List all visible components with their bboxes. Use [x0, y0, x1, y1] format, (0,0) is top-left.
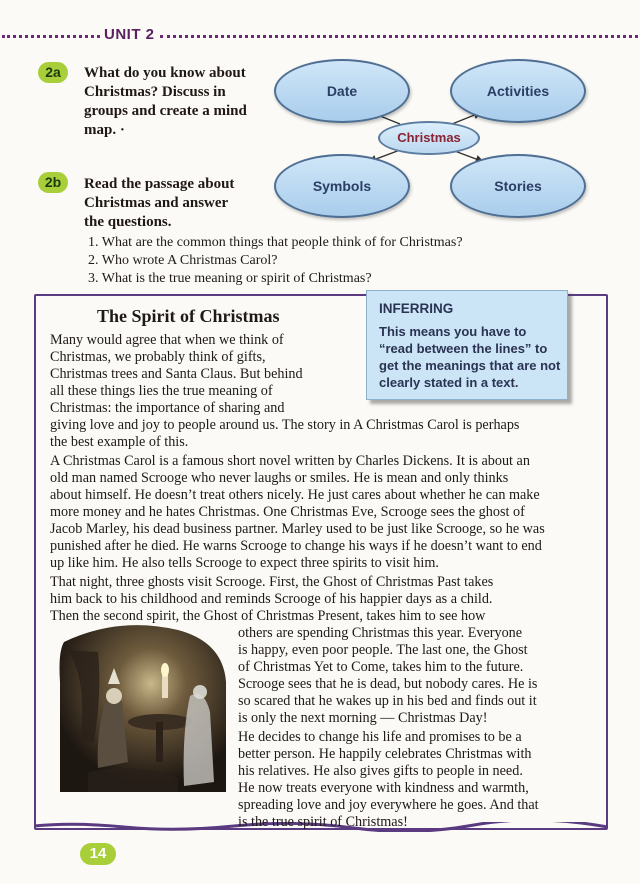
- task-2b-line: Christmas and answer: [84, 195, 229, 211]
- scrooge-and-ghost-illustration: [58, 622, 228, 794]
- passage-line: Christmas, we probably think of gifts,: [50, 349, 266, 365]
- passage-line: him back to his childhood and reminds Scrooge of his happier days as a child.: [50, 591, 493, 607]
- question-list: [88, 234, 463, 288]
- passage-line: spreading love and joy everywhere he goes. And that: [238, 797, 539, 813]
- passage-title: The Spirit of Christmas: [97, 306, 280, 326]
- task-2a-line: Christmas? Discuss in: [84, 84, 226, 100]
- passage-line: is the true spirit of Christmas!: [238, 814, 408, 830]
- passage-line: Christmas trees and Santa Claus. But behind: [50, 366, 303, 382]
- mind-map-node-symbols: Symbols: [274, 154, 410, 218]
- passage-line: Then the second spirit, the Ghost of Christmas Present, takes him to see how: [50, 608, 486, 624]
- passage-line: giving love and joy to people around us. The story in A Christmas Carol is perhaps: [50, 417, 520, 433]
- passage-line: up like him. He also tells Scrooge to expect three spirits to visit him.: [50, 555, 439, 571]
- passage-line: old man named Scrooge who never laughs or smiles. He is mean and only thinks: [50, 470, 509, 486]
- passage-line: That night, three ghosts visit Scrooge. First, the Ghost of Christmas Past takes: [50, 574, 494, 590]
- question-item: 1. What are the common things that people think of for Christmas?: [88, 235, 463, 250]
- task-2b-badge: 2b: [38, 172, 68, 193]
- passage-line: of Christmas Yet to Come, takes him to the future.: [238, 659, 524, 675]
- inferring-body: This means you have to “read between the lines” to get the meanings that are not clearly stated in a text.: [379, 324, 561, 390]
- passage-line: so scared that he wakes up in his bed and finds out it: [238, 693, 537, 709]
- question-item: 3. What is the true meaning or spirit of Christmas?: [88, 271, 372, 286]
- inferring-tip-box: [366, 290, 568, 400]
- passage-line: about himself. He doesn’t treat others nicely. He just cares about whether he can make: [50, 487, 540, 503]
- mind-map-center: Christmas: [378, 121, 480, 155]
- task-2a-line: What do you know about: [84, 65, 246, 81]
- task-2b-line: Read the passage about: [84, 176, 235, 192]
- passage-line: better person. He happily celebrates Christmas with: [238, 746, 532, 762]
- passage-line: more money and he hates Christmas. One Christmas Eve, Scrooge sees the ghost of: [50, 504, 525, 520]
- page-number: 14: [80, 843, 116, 865]
- passage-line: He now treats everyone with kindness and warmth,: [238, 780, 529, 796]
- passage-line: Jacob Marley, his dead business partner. Marley used to be just like Scrooge, so he was: [50, 521, 545, 537]
- mind-map-node-activities: Activities: [450, 59, 586, 123]
- passage-line: Scrooge sees that he is dead, but nobody cares. He is: [238, 676, 538, 692]
- mind-map-node-stories: Stories: [450, 154, 586, 218]
- mind-map-node-date: Date: [274, 59, 410, 123]
- passage-line: A Christmas Carol is a famous short novel written by Charles Dickens. It is about an: [50, 453, 530, 469]
- unit-label: UNIT 2: [104, 26, 155, 43]
- passage-line: the best example of this.: [50, 434, 189, 450]
- task-2a-line: groups and create a mind: [84, 103, 247, 119]
- passage-line: is only the next morning — Christmas Day!: [238, 710, 488, 726]
- passage-line: is happy, even poor people. The last one, the Ghost: [238, 642, 528, 658]
- passage-line: punished after he died. He warns Scrooge to change his ways if he doesn’t want to end: [50, 538, 542, 554]
- passage-line: others are spending Christmas this year. Everyone: [238, 625, 523, 641]
- task-2a-line: map. ·: [84, 122, 125, 138]
- passage-line: all these things lies the true meaning of: [50, 383, 273, 399]
- inferring-title: INFERRING: [379, 301, 454, 316]
- passage-line: He decides to change his life and promises to be a: [238, 729, 522, 745]
- passage-line: Christmas: the importance of sharing and: [50, 400, 285, 416]
- question-item: 2. Who wrote A Christmas Carol?: [88, 253, 278, 268]
- task-2a-badge: 2a: [38, 62, 68, 83]
- passage-line: Many would agree that when we think of: [50, 332, 284, 348]
- task-2b-line: the questions.: [84, 214, 172, 230]
- passage-line: his relatives. He also gives gifts to people in need.: [238, 763, 523, 779]
